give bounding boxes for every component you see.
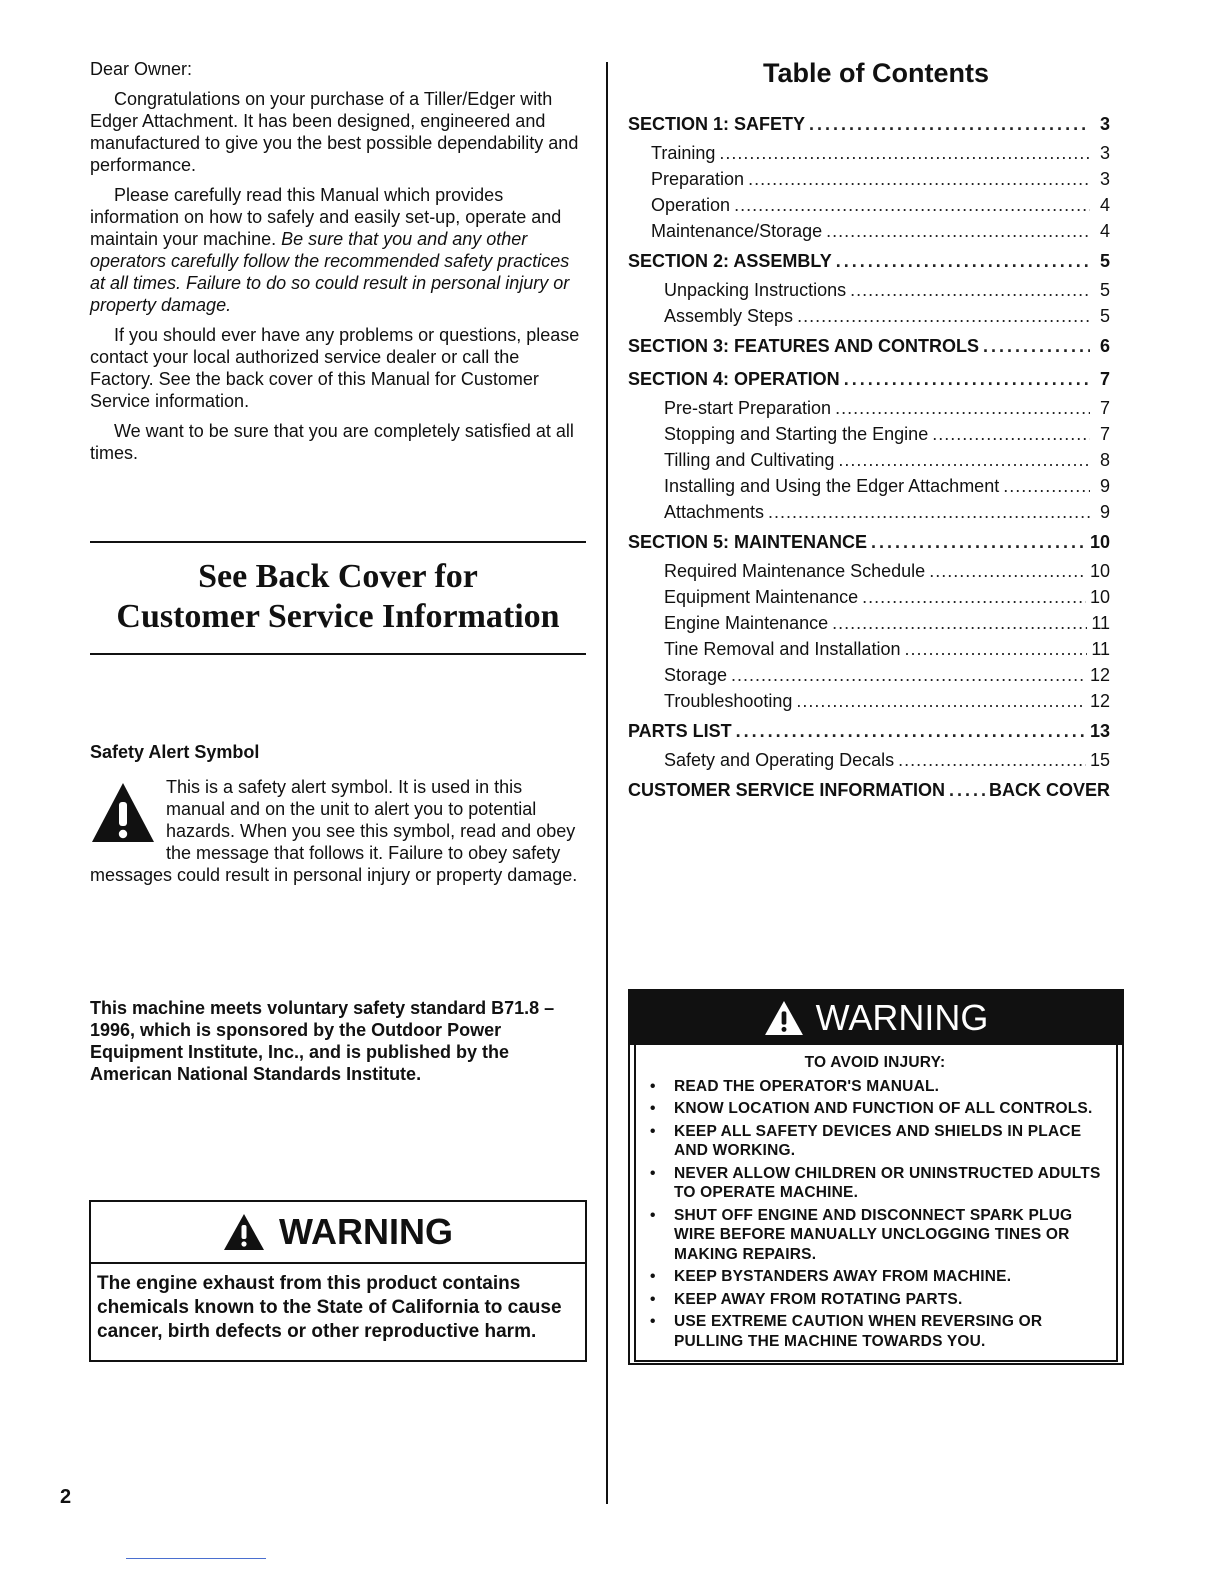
warning-item: • SHUT OFF ENGINE AND DISCONNECT SPARK PLUG WIRE BEFORE MANUALLY UNCLOGGING TINES OR MAKING REPAIRS. [648, 1206, 1102, 1265]
safety-alert-text: This is a safety alert symbol. It is used in this manual and on the unit to alert you to potential hazards. When you see this symbol, read and obey the message that follows it. Failure to obey safety messages could result in personal injury or property damage. [90, 777, 578, 885]
toc-page: 12 [1089, 665, 1110, 685]
toc-leader [748, 169, 1090, 190]
notice-line-2: Customer Service Information [116, 598, 560, 635]
table-of-contents [628, 110, 1110, 809]
toc-label: Engine Maintenance [664, 613, 829, 633]
safety-alert-block [90, 776, 580, 886]
page-number: 2 [60, 1486, 72, 1508]
warning-item: • USE EXTREME CAUTION WHEN REVERSING OR PULLING THE MACHINE TOWARDS YOU. [648, 1312, 1102, 1351]
toc-label: Required Maintenance Schedule [664, 561, 926, 581]
toc-leader [832, 613, 1087, 634]
toc-label: Unpacking Instructions [664, 280, 847, 300]
toc-section[interactable] [628, 110, 1110, 143]
toc-section[interactable] [628, 528, 1110, 561]
letter-text: Please carefully read this Manual which provides information on how to safely and easily set-up, operate and maintain your machine. [90, 185, 562, 249]
toc-entry[interactable] [628, 502, 1110, 528]
toc-label: Storage [664, 665, 728, 685]
toc-leader [736, 721, 1086, 742]
toc-label: SECTION 1: SAFETY [628, 114, 806, 134]
injury-warning-list [648, 1077, 1102, 1352]
owner-letter [90, 58, 586, 472]
toc-leader [838, 450, 1090, 471]
toc-entry[interactable] [628, 450, 1110, 476]
letter-paragraph: Congratulations on your purchase of a Tiller/Edger with Edger Attachment. It has been designed, engineered and manufactured to give you the best possible dependability and performance. [90, 89, 579, 175]
toc-leader [844, 369, 1090, 390]
toc-page: 15 [1089, 750, 1110, 770]
toc-leader [797, 306, 1090, 327]
toc-page: 9 [1099, 476, 1110, 496]
toc-page: 10 [1089, 561, 1110, 581]
column-divider [606, 62, 608, 1504]
letter-greeting: Dear Owner: [90, 59, 193, 79]
toc-label: Equipment Maintenance [664, 587, 859, 607]
toc-section[interactable] [628, 365, 1110, 398]
toc-page: 4 [1099, 195, 1110, 215]
toc-page: 11 [1091, 639, 1110, 659]
toc-entry[interactable] [628, 561, 1110, 587]
toc-label: Maintenance/Storage [651, 221, 823, 241]
toc-page: 4 [1099, 221, 1110, 241]
toc-leader [826, 221, 1090, 242]
toc-entry[interactable] [628, 398, 1110, 424]
toc-label: Pre-start Preparation [664, 398, 832, 418]
toc-page: 7 [1099, 424, 1110, 444]
warning-triangle-icon [764, 1000, 804, 1036]
toc-entry[interactable] [628, 691, 1110, 717]
toc-title: Table of Contents [763, 58, 989, 88]
toc-leader [929, 561, 1086, 582]
exhaust-warning-header [91, 1202, 585, 1264]
toc-entry[interactable] [628, 306, 1110, 332]
toc-label: Preparation [651, 169, 745, 189]
toc-leader [850, 280, 1090, 301]
toc-leader [949, 780, 985, 801]
letter-paragraph: We want to be sure that you are completely satisfied at all times. [90, 421, 574, 463]
toc-entry[interactable] [628, 476, 1110, 502]
toc-leader [719, 143, 1090, 164]
warning-item: • KNOW LOCATION AND FUNCTION OF ALL CONTROLS. [648, 1099, 1102, 1119]
toc-label: Attachments [664, 502, 765, 522]
letter-paragraph: If you should ever have any problems or questions, please contact your local authorized service dealer or call the Factory. See the back cover of this Manual for Customer Service information. [90, 325, 580, 411]
toc-label: Assembly Steps [664, 306, 794, 326]
notice-line-1: See Back Cover for [198, 558, 478, 595]
toc-leader [809, 114, 1090, 135]
toc-label: Tilling and Cultivating [664, 450, 835, 470]
customer-service-notice [90, 541, 586, 655]
safety-alert-title: Safety Alert Symbol [90, 742, 260, 762]
toc-label: SECTION 3: FEATURES AND CONTROLS [628, 336, 980, 356]
letter-italic-text: Be sure that you and any other operators carefully follow the recommended safety practices at all times. Failure to do so could result in personal injury or property damage. [90, 229, 570, 315]
toc-leader [932, 424, 1090, 445]
toc-leader [904, 639, 1087, 660]
toc-leader [796, 691, 1086, 712]
toc-section[interactable] [628, 247, 1110, 280]
toc-label: Installing and Using the Edger Attachment [664, 476, 1000, 496]
injury-warning-body [634, 1045, 1118, 1362]
injury-warning-title: WARNING [815, 997, 989, 1038]
toc-page: 12 [1089, 691, 1110, 711]
toc-page: 3 [1099, 114, 1110, 134]
toc-section[interactable] [628, 776, 1110, 809]
injury-warning-subtitle: TO AVOID INJURY: [804, 1054, 946, 1071]
toc-leader [768, 502, 1090, 523]
toc-entry[interactable] [628, 639, 1110, 665]
toc-entry[interactable] [628, 195, 1110, 221]
toc-label: Stopping and Starting the Engine [664, 424, 929, 444]
toc-page: 7 [1099, 398, 1110, 418]
toc-leader [898, 750, 1086, 771]
toc-page: 7 [1099, 369, 1110, 389]
toc-label: SECTION 2: ASSEMBLY [628, 251, 832, 271]
warning-item: • NEVER ALLOW CHILDREN OR UNINSTRUCTED ADULTS TO OPERATE MACHINE. [648, 1164, 1102, 1203]
toc-section[interactable] [628, 332, 1110, 365]
toc-label: SECTION 4: OPERATION [628, 369, 840, 389]
footer-rule [126, 1558, 266, 1559]
toc-entry[interactable] [628, 750, 1110, 776]
toc-label: Operation [651, 195, 731, 215]
toc-leader [731, 665, 1086, 686]
toc-entry[interactable] [628, 665, 1110, 691]
toc-leader [871, 532, 1086, 553]
toc-entry[interactable] [628, 169, 1110, 195]
warning-triangle-icon [90, 780, 156, 846]
warning-item: • READ THE OPERATOR'S MANUAL. [648, 1077, 1102, 1097]
injury-warning-box [628, 989, 1124, 1365]
toc-entry[interactable] [628, 587, 1110, 613]
toc-entry[interactable] [628, 221, 1110, 247]
toc-page: 11 [1091, 613, 1110, 633]
exhaust-warning-box [89, 1200, 587, 1362]
toc-label: SECTION 5: MAINTENANCE [628, 532, 868, 552]
toc-entry[interactable] [628, 613, 1110, 639]
warning-item: • KEEP AWAY FROM ROTATING PARTS. [648, 1290, 1102, 1310]
toc-page: 5 [1099, 306, 1110, 326]
toc-label: Troubleshooting [664, 691, 793, 711]
toc-leader [983, 336, 1090, 357]
toc-page: 5 [1099, 280, 1110, 300]
toc-entry[interactable] [628, 143, 1110, 169]
toc-entry[interactable] [628, 280, 1110, 306]
toc-page: 8 [1099, 450, 1110, 470]
injury-warning-header [630, 991, 1122, 1045]
toc-section[interactable] [628, 717, 1110, 750]
toc-leader [836, 251, 1090, 272]
toc-page: 13 [1089, 721, 1110, 741]
toc-leader [1003, 476, 1090, 497]
warning-item: • KEEP ALL SAFETY DEVICES AND SHIELDS IN PLACE AND WORKING. [648, 1122, 1102, 1161]
warning-triangle-icon [223, 1213, 265, 1251]
toc-label: Training [651, 143, 716, 163]
exhaust-warning-title: WARNING [279, 1211, 453, 1252]
exhaust-warning-text: The engine exhaust from this product contains chemicals known to the State of California to cause cancer, birth defects or other reproductive harm. [97, 1273, 562, 1342]
toc-label: PARTS LIST [628, 721, 732, 741]
toc-label: Safety and Operating Decals [664, 750, 895, 770]
warning-item: • KEEP BYSTANDERS AWAY FROM MACHINE. [648, 1267, 1102, 1287]
toc-label: Tine Removal and Installation [664, 639, 901, 659]
toc-page: 3 [1099, 143, 1110, 163]
safety-standard-notice: This machine meets voluntary safety standard B71.8 – 1996, which is sponsored by the Outdoor Power Equipment Institute, Inc., and is published by the American National Standards Institute. [90, 998, 555, 1084]
toc-page: 5 [1099, 251, 1110, 271]
toc-entry[interactable] [628, 424, 1110, 450]
toc-page: BACK COVER [988, 780, 1110, 800]
toc-leader [862, 587, 1086, 608]
toc-page: 10 [1089, 532, 1110, 552]
toc-page: 6 [1099, 336, 1110, 356]
toc-page: 3 [1099, 169, 1110, 189]
toc-leader [835, 398, 1090, 419]
toc-label: CUSTOMER SERVICE INFORMATION [628, 780, 946, 800]
toc-leader [734, 195, 1090, 216]
toc-page: 9 [1099, 502, 1110, 522]
toc-page: 10 [1089, 587, 1110, 607]
letter-paragraph-safety [90, 184, 586, 316]
